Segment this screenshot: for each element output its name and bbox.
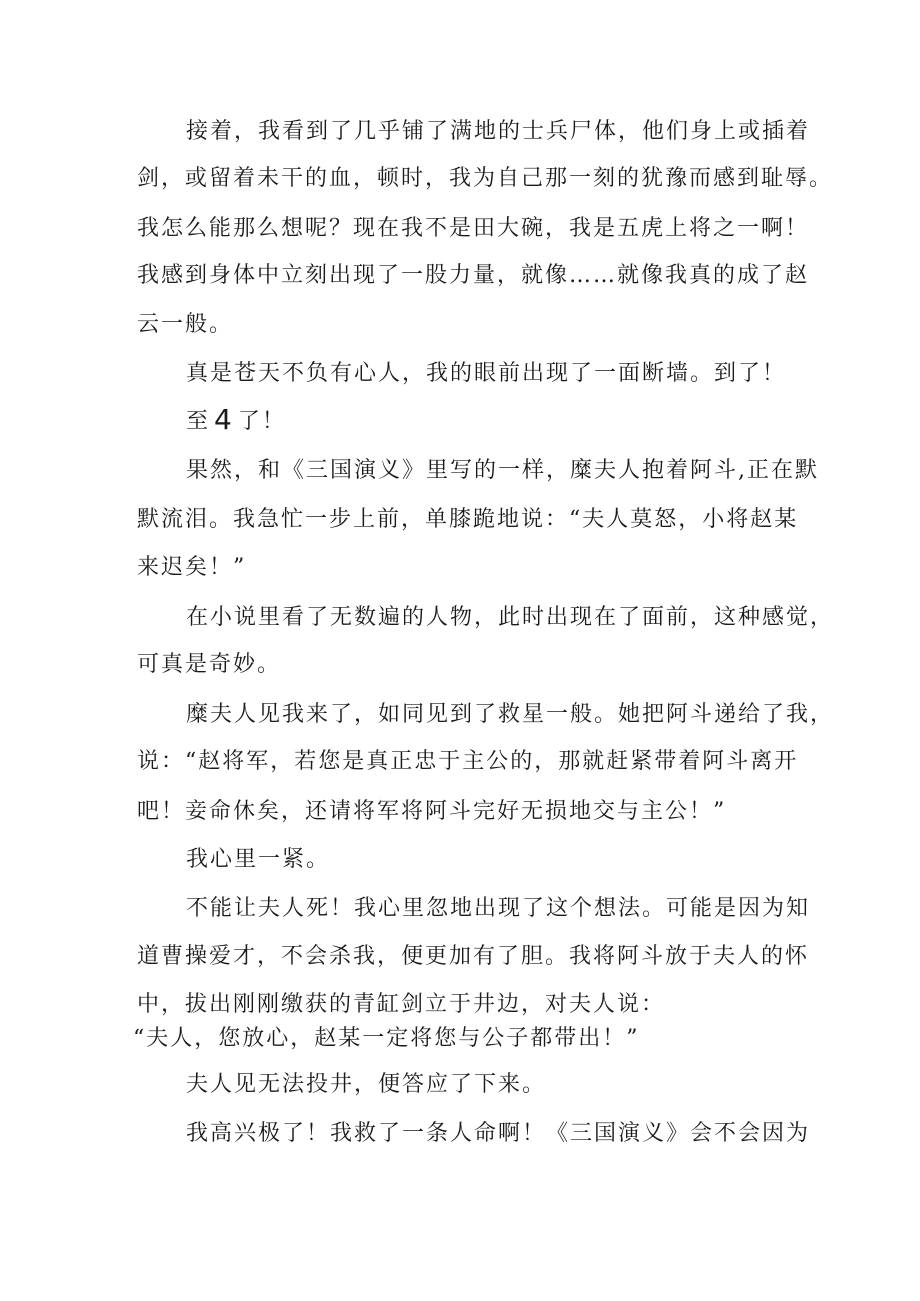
paragraph-line: 云一般。 (137, 312, 234, 337)
paragraph-line: 我感到身体中立刻出现了一股力量，就像……就像我真的成了赵 (137, 263, 810, 288)
paragraph-line: 吧！妾命休矣，还请将军将阿斗完好无损地交与主公！” (137, 799, 727, 824)
paragraph-line: 真是苍天不负有心人，我的眼前出现了一面断墙。到了！ (186, 361, 787, 386)
paragraph-line: 可真是奇妙。 (137, 652, 282, 677)
paragraph-line: 中，拔出刚刚缴获的青缸剑立于井边，对夫人说： (137, 992, 666, 1017)
paragraph-line: 来迟矣！” (137, 555, 247, 580)
paragraph-line: 糜夫人见我来了，如同见到了救星一般。她把阿斗递给了我， (186, 702, 835, 727)
paragraph-line (186, 405, 286, 437)
paragraph-line: 说：“赵将军，若您是真正忠于主公的，那就赶紧带着阿斗离开 (137, 749, 799, 774)
paragraph-line: 不能让夫人死！我心里忽地出现了这个想法。可能是因为知 (186, 896, 811, 921)
paragraph-line: “夫人，您放心，赵某一定将您与公子都带出！” (133, 1026, 640, 1051)
large-digit: 4 (214, 403, 234, 436)
paragraph-line: 我心里一紧。 (186, 847, 331, 872)
paragraph-line: 果然，和《三国演义》里写的一样，糜夫人抱着阿斗,正在默 (186, 458, 819, 483)
paragraph-line: 剑，或留着未干的血，顿时，我为自己那一刻的犹豫而感到耻辱。 (137, 166, 834, 191)
paragraph-line: 默流泪。我急忙一步上前，单膝跪地说：“夫人莫怒，小将赵某 (137, 507, 799, 532)
line-text: 至 (186, 409, 211, 434)
paragraph-line: 道曹操爱才，不会杀我，便更加有了胆。我将阿斗放于夫人的怀 (137, 944, 810, 969)
paragraph-line: 夫人见无法投井，便答应了下来。 (186, 1072, 547, 1097)
paragraph-line: 接着，我看到了几乎铺了满地的士兵尸体，他们身上或插着 (186, 119, 811, 144)
paragraph-line: 在小说里看了无数遍的人物，此时出现在了面前，这种感觉， (186, 605, 835, 630)
paragraph-line: 我怎么能那么想呢？现在我不是田大碗，我是五虎上将之一啊！ (137, 216, 810, 241)
line-text: 了！ (237, 409, 286, 434)
paragraph-line: 我高兴极了！我救了一条人命啊！《三国演义》会不会因为 (186, 1121, 811, 1146)
